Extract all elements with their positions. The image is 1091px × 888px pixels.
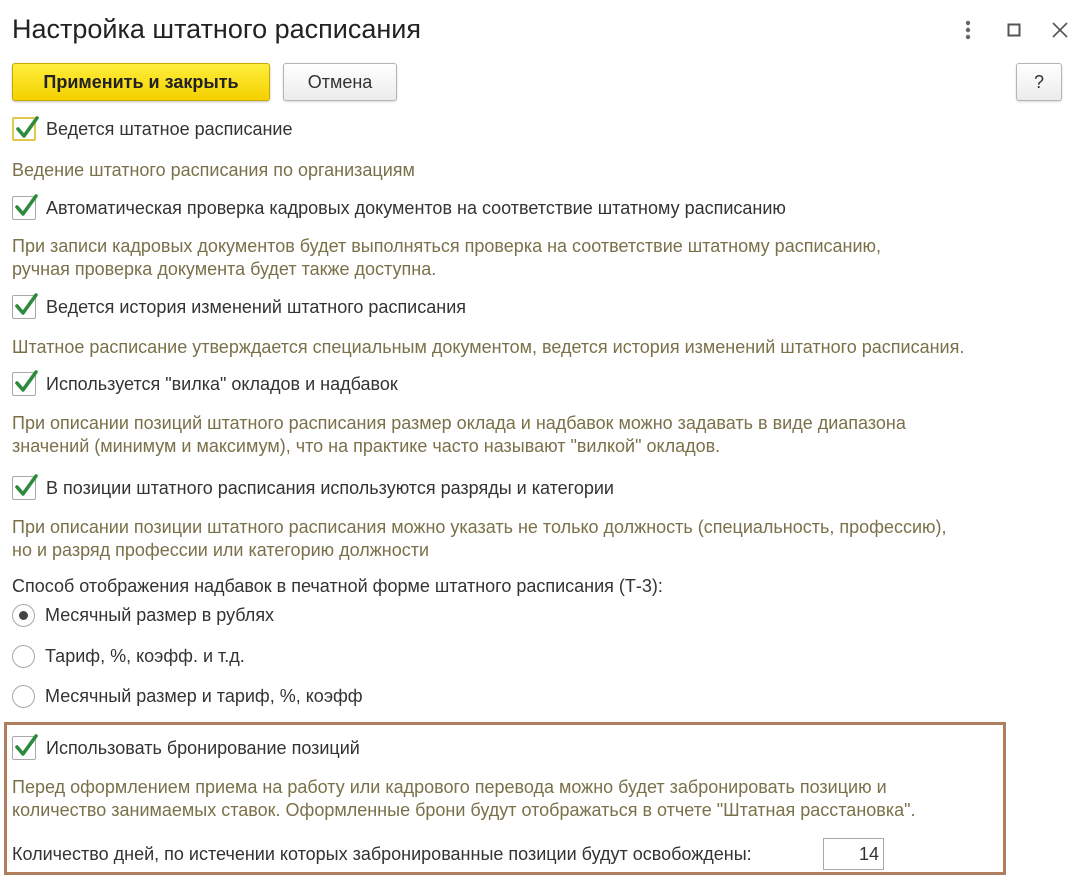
description-line: Ведение штатного расписания по организациям — [12, 160, 415, 180]
checkmark-icon — [15, 114, 41, 142]
option-salary-fork[interactable] — [12, 372, 398, 396]
radio-button-selected[interactable] — [12, 604, 35, 627]
option-reservation[interactable] — [12, 736, 360, 760]
more-actions-icon[interactable] — [954, 16, 982, 44]
radio-monthly-rubles[interactable] — [12, 604, 274, 627]
description-line: При описании позиции штатного расписания можно указать не только должность (специальность, профессию), — [12, 517, 947, 537]
allowance-display-label: Способ отображения надбавок в печатной форме штатного расписания (Т-3): — [12, 576, 663, 596]
description-line: значений (минимум и максимум), что на практике часто называют "вилкой" окладов. — [12, 436, 721, 456]
reservation-description — [12, 776, 916, 822]
option-history[interactable] — [12, 295, 466, 319]
reservation-days-input[interactable] — [823, 838, 884, 870]
checkbox-auto-check[interactable] — [12, 196, 36, 220]
checkbox-staffing-schedule[interactable] — [12, 117, 36, 141]
radio-label: Месячный размер и тариф, %, коэфф — [45, 686, 363, 706]
close-icon[interactable] — [1046, 16, 1074, 44]
option-label: В позиции штатного расписания используются разряды и категории — [46, 477, 614, 498]
option-description — [12, 159, 415, 182]
window-title: Настройка штатного расписания — [12, 14, 421, 44]
checkbox-reservation[interactable] — [12, 736, 36, 760]
option-label: Автоматическая проверка кадровых документов на соответствие штатному расписанию — [46, 197, 786, 218]
option-grades-categories[interactable] — [12, 476, 614, 500]
checkmark-icon — [14, 472, 40, 500]
option-description — [12, 516, 947, 562]
description-line: ручная проверка документа будет также доступна. — [12, 259, 437, 279]
help-button[interactable]: ? — [1016, 63, 1062, 101]
description-line: При записи кадровых документов будет выполняться проверка на соответствие штатному расписанию, — [12, 236, 882, 256]
reservation-days-label: Количество дней, по истечении которых забронированные позиции будут освобождены: — [12, 844, 752, 864]
maximize-icon[interactable] — [1000, 16, 1028, 44]
option-description — [12, 336, 964, 359]
cancel-button[interactable]: Отмена — [283, 63, 397, 101]
option-label: Ведется история изменений штатного расписания — [46, 296, 466, 317]
description-line: количество занимаемых ставок. Оформленные брони будут отображаться в отчете "Штатная расстановка". — [12, 800, 916, 820]
option-description — [12, 235, 881, 281]
checkmark-icon — [14, 291, 40, 319]
checkmark-icon — [14, 732, 40, 760]
option-description — [12, 412, 906, 458]
radio-label: Месячный размер в рублях — [45, 605, 275, 625]
option-label: Использовать бронирование позиций — [46, 737, 360, 758]
radio-monthly-and-tariff[interactable] — [12, 685, 363, 708]
option-staffing-schedule[interactable] — [12, 117, 292, 141]
radio-button[interactable] — [12, 645, 35, 668]
radio-tariff-percent[interactable] — [12, 645, 245, 668]
option-label: Используется "вилка" окладов и надбавок — [46, 373, 398, 394]
option-label: Ведется штатное расписание — [46, 118, 293, 139]
description-line: но и разряд профессии или категорию должности — [12, 540, 430, 560]
option-auto-check[interactable] — [12, 196, 786, 220]
checkmark-icon — [14, 192, 40, 220]
radio-button[interactable] — [12, 685, 35, 708]
checkmark-icon — [14, 368, 40, 396]
checkbox-history[interactable] — [12, 295, 36, 319]
checkbox-salary-fork[interactable] — [12, 372, 36, 396]
description-line: Перед оформлением приема на работу или кадрового перевода можно будет забронировать позицию и — [12, 777, 887, 797]
checkbox-grades-categories[interactable] — [12, 476, 36, 500]
description-line: Штатное расписание утверждается специальным документом, ведется история изменений штатного расписания. — [12, 337, 965, 357]
description-line: При описании позиций штатного расписания размер оклада и надбавок можно задавать в виде диапазона — [12, 413, 906, 433]
apply-and-close-button[interactable]: Применить и закрыть — [12, 63, 270, 101]
radio-label: Тариф, %, коэфф. и т.д. — [45, 646, 245, 666]
